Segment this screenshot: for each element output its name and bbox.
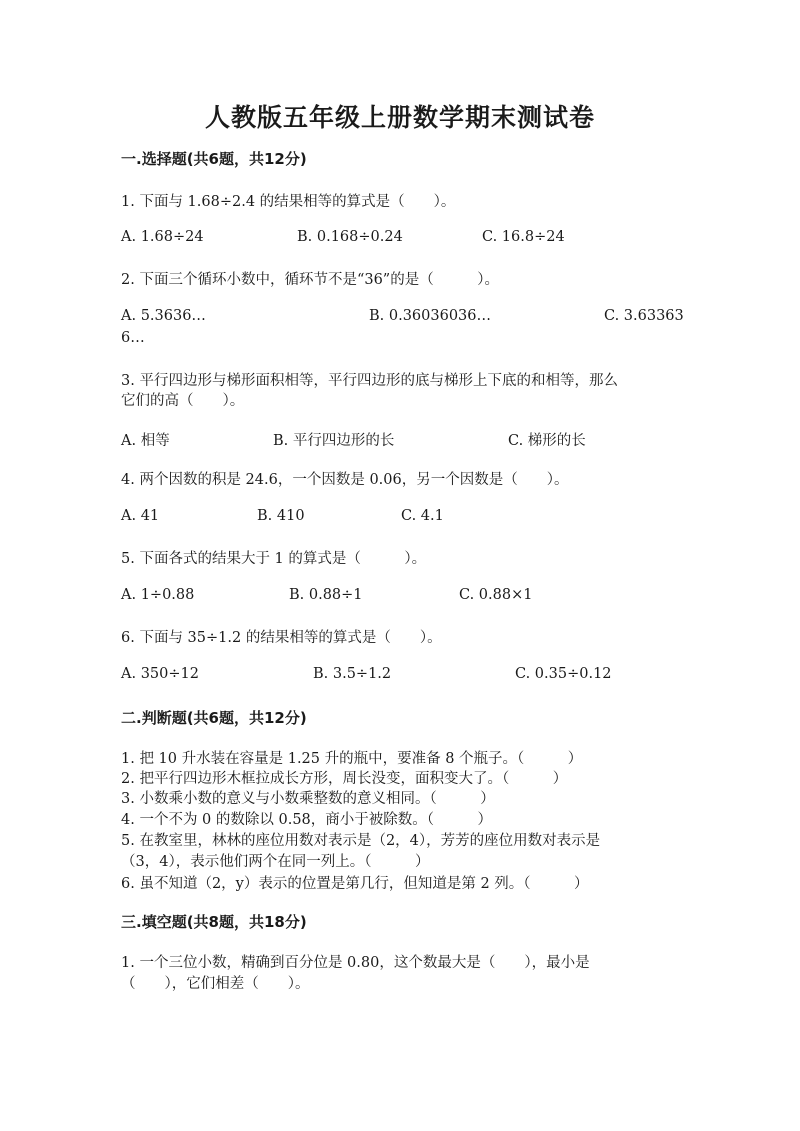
question-stem-continued: 它们的高（ ）。 bbox=[121, 393, 245, 409]
option-c: C. 0.88×1 bbox=[459, 587, 533, 603]
question-stem: 3. 平行四边形与梯形面积相等，平行四边形的底与梯形上下底的和相等，那么 bbox=[121, 373, 618, 389]
judge-item: 4. 一个不为 0 的数除以 0.58，商小于被除数。（ ） bbox=[121, 812, 493, 828]
fill-item-continued: （ ），它们相差（ ）。 bbox=[121, 976, 310, 992]
option-a: A. 5.3636… bbox=[121, 308, 206, 324]
section-heading-judge: 二.判断题(共6题，共12分) bbox=[121, 709, 307, 727]
option-a: A. 41 bbox=[121, 508, 160, 524]
section-heading-choice: 一.选择题(共6题，共12分) bbox=[121, 150, 307, 168]
option-c-wrap: 6… bbox=[121, 330, 145, 346]
option-c: C. 3.63363 bbox=[604, 308, 684, 324]
option-b: B. 410 bbox=[257, 508, 305, 524]
option-b: B. 3.5÷1.2 bbox=[313, 666, 392, 682]
judge-item-continued: （3，4），表示他们两个在同一列上。（ ） bbox=[121, 854, 430, 870]
page-title: 人教版五年级上册数学期末测试卷 bbox=[204, 103, 595, 132]
question-stem: 5. 下面各式的结果大于 1 的算式是（ ）。 bbox=[121, 551, 427, 567]
option-a: A. 1.68÷24 bbox=[121, 229, 204, 245]
judge-item: 5. 在教室里，林林的座位用数对表示是（2，4），芳芳的座位用数对表示是 bbox=[121, 833, 601, 849]
option-b: B. 0.88÷1 bbox=[289, 587, 363, 603]
question-stem: 1. 下面与 1.68÷2.4 的结果相等的算式是（ ）。 bbox=[121, 194, 456, 210]
option-c: C. 4.1 bbox=[401, 508, 444, 524]
question-stem: 4. 两个因数的积是 24.6，一个因数是 0.06，另一个因数是（ ）。 bbox=[121, 472, 569, 488]
section-heading-fill: 三.填空题(共8题，共18分) bbox=[121, 913, 307, 931]
judge-item: 3. 小数乘小数的意义与小数乘整数的意义相同。（ ） bbox=[121, 791, 495, 807]
option-a: A. 350÷12 bbox=[121, 666, 199, 682]
option-c: C. 0.35÷0.12 bbox=[515, 666, 612, 682]
judge-item: 1. 把 10 升水装在容量是 1.25 升的瓶中，要准备 8 个瓶子。（ ） bbox=[121, 751, 583, 767]
question-stem: 2. 下面三个循环小数中，循环节不是“36”的是（ ）。 bbox=[121, 272, 499, 288]
option-c: C. 梯形的长 bbox=[508, 433, 586, 449]
option-b: B. 平行四边形的长 bbox=[273, 433, 395, 449]
fill-item: 1. 一个三位小数，精确到百分位是 0.80，这个数最大是（ ），最小是 bbox=[121, 955, 590, 971]
option-c: C. 16.8÷24 bbox=[482, 229, 565, 245]
judge-item: 6. 虽不知道（2，y）表示的位置是第几行，但知道是第 2 列。（ ） bbox=[121, 876, 589, 892]
option-b: B. 0.36036036… bbox=[369, 308, 492, 324]
option-a: A. 相等 bbox=[121, 433, 170, 449]
judge-item: 2. 把平行四边形木框拉成长方形，周长没变，面积变大了。（ ） bbox=[121, 771, 568, 787]
question-stem: 6. 下面与 35÷1.2 的结果相等的算式是（ ）。 bbox=[121, 630, 442, 646]
option-a: A. 1÷0.88 bbox=[121, 587, 195, 603]
option-b: B. 0.168÷0.24 bbox=[297, 229, 403, 245]
